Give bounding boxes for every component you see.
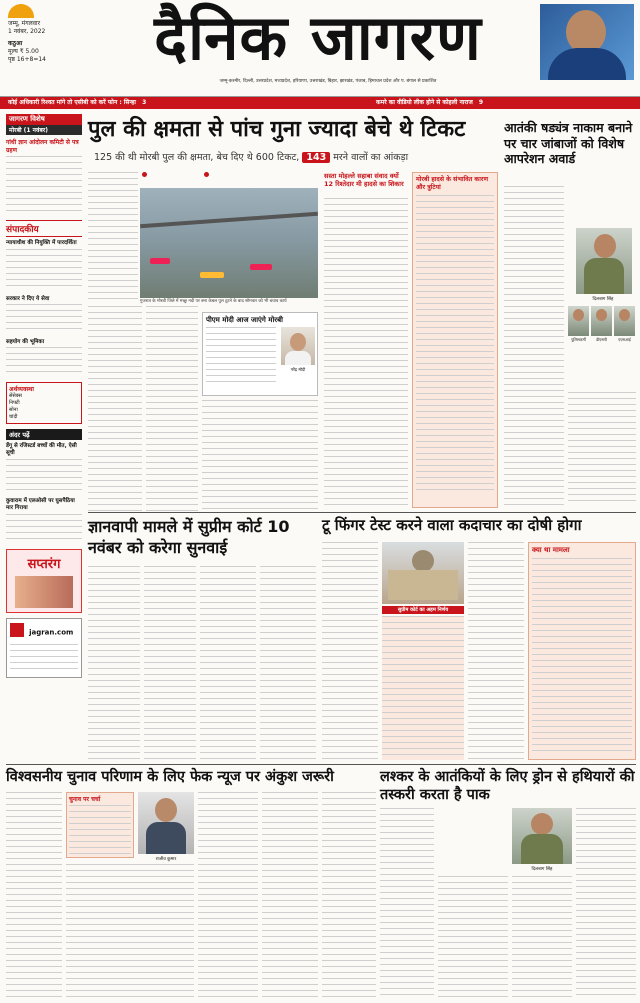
- price: मूल्य ₹ 5.00: [8, 48, 39, 55]
- lead-body-col: [146, 306, 198, 511]
- bottom-left-col: [6, 792, 62, 1000]
- pm-inset-head[interactable]: पीएम मोदी आज जाएंगे मोरबी: [206, 316, 283, 324]
- editorial-item-head: सरकार ने दिए ये सेवा: [6, 296, 50, 302]
- bridge-photo[interactable]: [140, 188, 318, 298]
- sidebar-item-head: गांधी ज्ञान आंदोलन कमिटी से पत्र ग्रहण: [6, 139, 79, 154]
- gyanvapi-col: [260, 566, 316, 760]
- bottom-right-headline[interactable]: लश्कर के आतंकियों के लिए ड्रोन से हथियारों की तस्करी करता है पाक: [380, 769, 635, 803]
- editorial-item-head: न्यायाधीश की नियुक्ति में पारदर्शिता: [6, 240, 77, 246]
- pm-photo: [281, 327, 315, 365]
- editorial-item-body: [6, 304, 82, 334]
- side-story-head[interactable]: सस्ता मोहल्ले सहाबा संवाद क्यों 12 रिश्तेदार मी हादसे का शिकार: [324, 172, 404, 188]
- bridge-photo-caption: गुजरात के मोरबी जिले में मच्छु नदी पर बना केबल पुल टूटने के बाद सोमवार को भी बचाव कार्य: [140, 299, 287, 304]
- markets-title: अर्थव्यवस्था: [9, 386, 34, 393]
- editorial-title: संपादकीय: [6, 220, 82, 237]
- lead-headline[interactable]: पुल की क्षमता से पांच गुना ज्यादा बेचे थे टिकट: [88, 117, 466, 142]
- special-section-sub: मोरबी (1 नवंबर): [6, 125, 82, 135]
- case-box-body: [532, 558, 632, 752]
- bottom-left-subbody: [69, 805, 131, 855]
- dgp-caption-2: दिलबाग सिंह: [531, 867, 553, 872]
- bottom-right-bullets: [438, 808, 508, 854]
- lead-body-col: [202, 400, 318, 511]
- ticker-left[interactable]: कोई अधिकारी रिश्वत मांगे तो एसीबी को करें फोन : सिन्हा 3: [8, 99, 147, 106]
- dgp-caption: दिलबाग सिंह: [592, 297, 614, 302]
- case-box-head: क्या था मामला: [532, 546, 570, 554]
- cec-caption: राजीव कुमार: [155, 857, 177, 862]
- bottom-right-col: [438, 876, 508, 1000]
- officer-caption: एएसआई: [618, 337, 631, 342]
- bottom-left-headline[interactable]: विश्वसनीय चुनाव परिणाम के लिए फेक न्यूज पर अंकुश जरूरी: [6, 769, 334, 785]
- site-promo-body: [10, 644, 78, 674]
- right-headline[interactable]: आतंकी षड्यंत्र नाकाम बनाने पर चार जांबाजों को विशेष आपरेशन अवार्ड: [504, 120, 633, 166]
- left-sidebar: [6, 114, 82, 814]
- bottom-right-col: [576, 808, 636, 1000]
- case-box: [528, 542, 636, 760]
- dgp-photo[interactable]: [576, 228, 632, 294]
- lead-subhead-tail: मरने वालों का आंकड़ा: [333, 152, 409, 163]
- side-story-body: [324, 198, 408, 508]
- causes-box-head: मोरबी हादसे के संभावित कारण और त्रुटियां: [416, 176, 489, 191]
- bottom-right-col: [380, 808, 434, 1000]
- bottom-left-col: [198, 792, 258, 1000]
- twofinger-col: [322, 542, 378, 760]
- editorial-item-body: [6, 249, 82, 291]
- twofinger-col: [468, 542, 524, 760]
- bottom-left-col: [322, 792, 376, 1000]
- twofinger-headline[interactable]: टू फिंगर टेस्ट करने वाला कदाचार का दोषी होगा: [322, 516, 582, 534]
- cricketer-photo: [540, 4, 634, 80]
- markets-box: [6, 382, 82, 424]
- sidebar-item-body: [6, 156, 82, 214]
- saptrang-label: सप्तरंग: [27, 557, 61, 572]
- editions-line: जम्मू-कश्मीर, दिल्ली, उत्तरप्रदेश, मध्यप्रदेश, हरियाणा, उत्तराखंड, बिहार, झारखंड, पंजाब, हिमाचल प्रदेश और प. बंगाल से प्रकाशित: [219, 79, 437, 84]
- dgp-photo-2[interactable]: [512, 808, 572, 864]
- officer-photo: [614, 306, 635, 376]
- jagran-logo-icon: [10, 623, 24, 637]
- masthead: [0, 0, 640, 97]
- sc-caption: सुप्रीम कोर्ट का अहम निर्णय: [382, 606, 464, 614]
- officer-photos: [568, 306, 636, 386]
- lead-bullet-2: [204, 172, 264, 179]
- right-body-col: [504, 186, 564, 506]
- lead-body-col: [88, 306, 142, 511]
- edition-code: कठुआ: [8, 40, 23, 47]
- cec-photo[interactable]: [138, 792, 194, 854]
- death-count-badge: 143: [302, 152, 330, 163]
- officer-caption: डीएसपी: [596, 337, 607, 342]
- saptrang-promo[interactable]: [6, 549, 82, 613]
- special-section-title: जागरण विशेष: [6, 114, 82, 125]
- page-count: पृष्ठ 16+8=14: [8, 56, 46, 63]
- dateline-date: 1 नवंबर, 2022: [8, 28, 46, 35]
- lead-body-col: [88, 172, 138, 302]
- inside-title: अंदर पढ़ें: [6, 429, 82, 440]
- gyanvapi-col: [88, 566, 140, 760]
- officer-photo: [591, 306, 612, 376]
- ticker-bar: [0, 97, 640, 109]
- sun-logo: [8, 4, 34, 18]
- supreme-court-photo[interactable]: [382, 542, 464, 604]
- market-list: [9, 393, 79, 421]
- bottom-left-col: [262, 792, 318, 1000]
- bottom-left-subhead: चुनाव पर चर्चा: [69, 796, 101, 803]
- inside-item-body: [6, 459, 82, 495]
- site-url[interactable]: jagran.com: [29, 628, 74, 637]
- dateline-city: जम्मू, मंगलवार: [8, 20, 41, 27]
- right-bullets: [568, 186, 636, 226]
- lead-subhead: [94, 150, 494, 163]
- gyanvapi-headline[interactable]: ज्ञानवापी मामले में सुप्रीम कोर्ट 10 नवंबर को करेगा सुनवाई: [88, 517, 290, 557]
- officer-caption: पुलिसकर्मी: [571, 337, 586, 342]
- causes-box: [412, 172, 498, 508]
- rule: [88, 512, 636, 513]
- right-body-col: [568, 392, 636, 506]
- gyanvapi-col: [144, 566, 196, 760]
- inside-item-head[interactable]: कुवाराम में एलओसी पर घुसपैठिया मार गिराया: [6, 498, 75, 511]
- editorial-item-head: सहयोग की भूमिका: [6, 339, 45, 345]
- newspaper-title: दैनिक जागरण: [154, 1, 482, 74]
- pm-inset: [202, 312, 318, 396]
- rule: [6, 764, 636, 765]
- site-promo[interactable]: [6, 618, 82, 678]
- dateline: [8, 20, 88, 64]
- gyanvapi-col: [200, 566, 256, 760]
- officer-photo: [568, 306, 589, 376]
- inside-item-head[interactable]: डेंगू से रजिस्टर्ड बच्चों की मौत, ऐसी सूची: [6, 443, 77, 456]
- lead-subhead-text: 125 की थी मोरबी पुल की क्षमता, बेच दिए थे 600 टिकट,: [94, 152, 300, 163]
- pm-caption: नरेंद्र मोदी: [290, 367, 306, 372]
- editorial-item-body: [6, 347, 82, 377]
- inside-item-body: [6, 514, 82, 544]
- market-item: निफ्टी: [9, 400, 20, 406]
- pm-inset-body: [206, 327, 276, 383]
- twofinger-col: [382, 616, 464, 760]
- causes-box-body: [416, 195, 494, 491]
- bottom-right-col: [512, 876, 572, 1000]
- bottom-left-col: [66, 864, 194, 1000]
- market-item: सोना: [9, 407, 18, 413]
- market-item: चांदी: [9, 414, 18, 420]
- lead-bullet-1: [142, 172, 202, 179]
- ticker-right[interactable]: कमरे का वीडियो लीक होने से कोहली नाराज 9: [376, 99, 484, 106]
- market-item: सेंसेक्स: [9, 393, 22, 399]
- bottom-left-subbox: [66, 792, 134, 858]
